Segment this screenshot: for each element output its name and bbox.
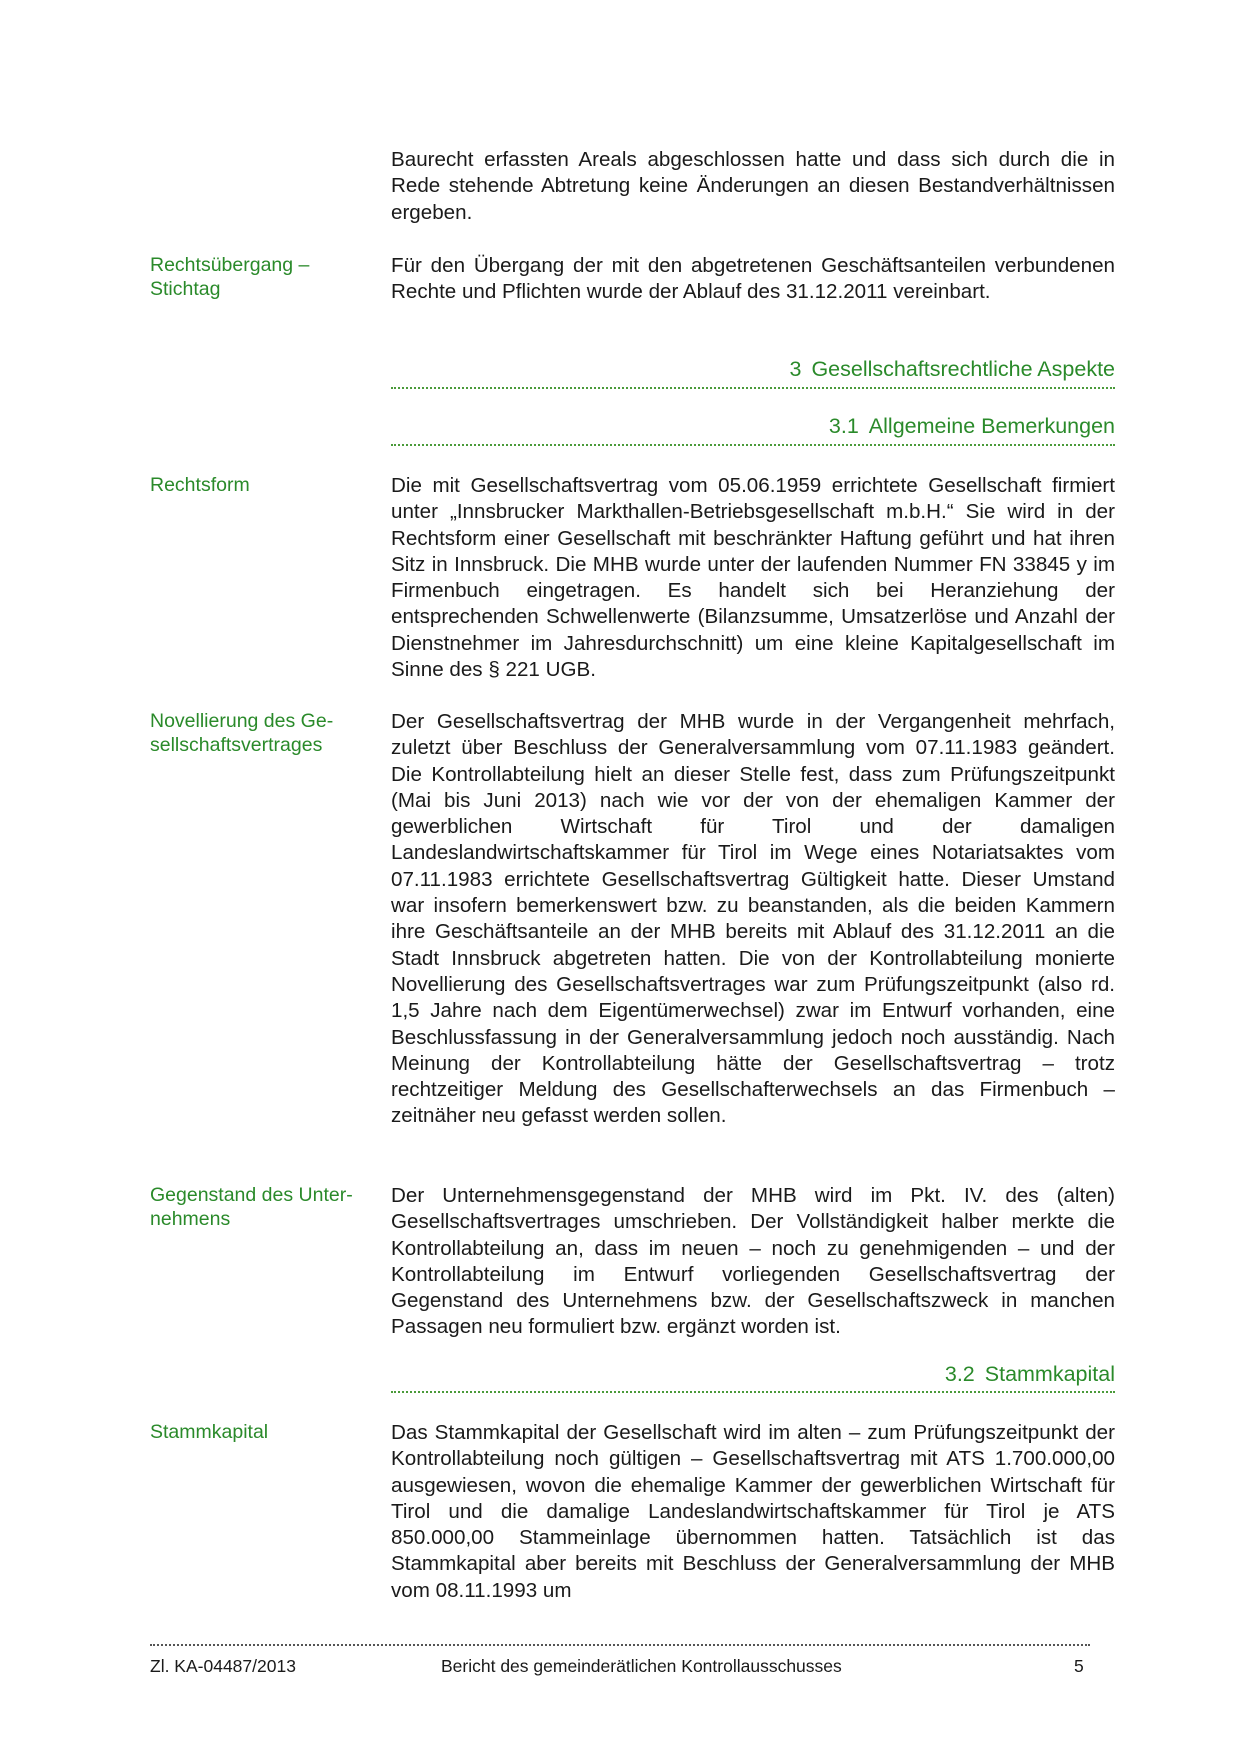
section-heading-3-2-rule [391,1391,1115,1393]
margin-note-gegenstand: Gegenstand des Unternehmens [150,1184,353,1230]
section-heading-3-rule [391,387,1115,389]
section-heading-3-1-rule [391,444,1115,446]
section-heading-3-1-number: 3.1 [828,414,859,438]
margin-note-novellierung: Novellierung des Gesellschaftsvertrages [150,710,334,756]
margin-note-rechtsform: Rechtsform [150,474,250,496]
footer-reference: Zl. KA-04487/2013 [150,1656,296,1676]
margin-note-rechtsuebergang: Rechtsübergang – Stichtag [150,254,310,300]
margin-note-stammkapital: Stammkapital [150,1421,269,1443]
footer-page-number: 5 [1074,1656,1084,1676]
footer-rule [150,1644,1090,1646]
paragraph-stammkapital: Das Stammkapital der Gesellschaft wird im alten – zum Prüfungszeitpunkt der Kontrollabteilung noch gültigen – Gesellschaftsvertrag mit ATS 1.700.000,00 ausgewiesen, wovon die ehemalige Kammer der gewerblichen Wirtschaft für Tirol und die damalige Landeslandwirtschaftskammer für Tirol je ATS 850.000,00 Stammeinlage übernommen hatten. Tatsächlich ist das Stammkapital aber bereits mit Beschluss der Generalversammlung der MHB vom 08.11.1993 um [391,1421,1115,1602]
paragraph-gegenstand: Der Unternehmensgegenstand der MHB wird im Pkt. IV. des (alten) Gesellschaftsvertrages umschrieben. Der Vollständigkeit halber merkte die Kontrollabteilung an, dass im neuen – noch zu genehmigenden – und der Kontrollabteilung im Entwurf vorliegenden Gesellschaftsvertrag der Gegenstand des Unternehmens bzw. der Gesellschaftszweck in manchen Passagen neu formuliert bzw. ergänzt worden ist. [391,1184,1115,1339]
section-heading-3-1 [391,413,1115,439]
section-heading-3-2 [391,1361,1115,1387]
paragraph-novellierung: Der Gesellschaftsvertrag der MHB wurde in der Vergangenheit mehrfach, zuletzt über Beschluss der Generalversammlung vom 07.11.1983 geändert. Die Kontrollabteilung hielt an dieser Stelle fest, dass zum Prüfungszeitpunkt (Mai bis Juni 2013) nach wie vor der von der ehemaligen Kammer der gewerblichen Wirtschaft für Tirol und der damaligen Landeslandwirtschaftskammer für Tirol im Wege eines Notariatsaktes vom 07.11.1983 errichtete Gesellschaftsvertrag Gültigkeit hatte. Dieser Umstand war insofern bemerkenswert bzw. zu beanstanden, als die beiden Kammern ihre Geschäftsanteile an der MHB bereits mit Ablauf des 31.12.2011 an die Stadt Innsbruck abgetreten hatten. Die von der Kontrollabteilung monierte Novellierung des Gesellschaftsvertrages war zum Prüfungszeitpunkt (also rd. 1,5 Jahre nach dem Eigentümerwechsel) zwar im Entwurf vorhanden, eine Beschlussfassung in der Generalversammlung jedoch noch ausständig. Nach Meinung der Kontrollabteilung hätte der Gesellschaftsvertrag – trotz rechtzeitiger Meldung des Gesellschafterwechsels an das Firmenbuch – zeitnäher neu gefasst werden sollen. [391,710,1115,1128]
section-heading-3-1-title: Allgemeine Bemerkungen [868,414,1115,438]
paragraph-intro: Baurecht erfassten Areals abgeschlossen hatte und dass sich durch die in Rede stehende Abtretung keine Änderungen an diesen Bestandverhältnissen ergeben. [391,148,1115,224]
paragraph-rechtsform: Die mit Gesellschaftsvertrag vom 05.06.1959 errichtete Gesellschaft firmiert unter „Innsbrucker Markthallen-Betriebsgesellschaft m.b.H.“ Sie wird in der Rechtsform einer Gesellschaft mit beschränkter Haftung geführt und hat ihren Sitz in Innsbruck. Die MHB wurde unter der laufenden Nummer FN 33845 y im Firmenbuch eingetragen. Es handelt sich bei Heranziehung der entsprechenden Schwellenwerte (Bilanzsumme, Umsatzerlöse und Anzahl der Dienstnehmer im Jahresdurchschnitt) um eine kleine Kapitalgesellschaft im Sinne des § 221 UGB. [391,474,1115,682]
footer-title: Bericht des gemeinderätlichen Kontrollausschusses [441,1656,842,1676]
section-heading-3-2-title: Stammkapital [984,1362,1115,1386]
section-heading-3 [391,356,1115,382]
section-heading-3-2-number: 3.2 [944,1362,975,1386]
section-heading-3-title: Gesellschaftsrechtliche Aspekte [811,357,1115,381]
paragraph-rechtsuebergang: Für den Übergang der mit den abgetretenen Geschäftsanteilen verbundenen Rechte und Pflichten wurde der Ablauf des 31.12.2011 vereinbart. [391,254,1115,304]
section-heading-3-number: 3 [789,357,802,381]
